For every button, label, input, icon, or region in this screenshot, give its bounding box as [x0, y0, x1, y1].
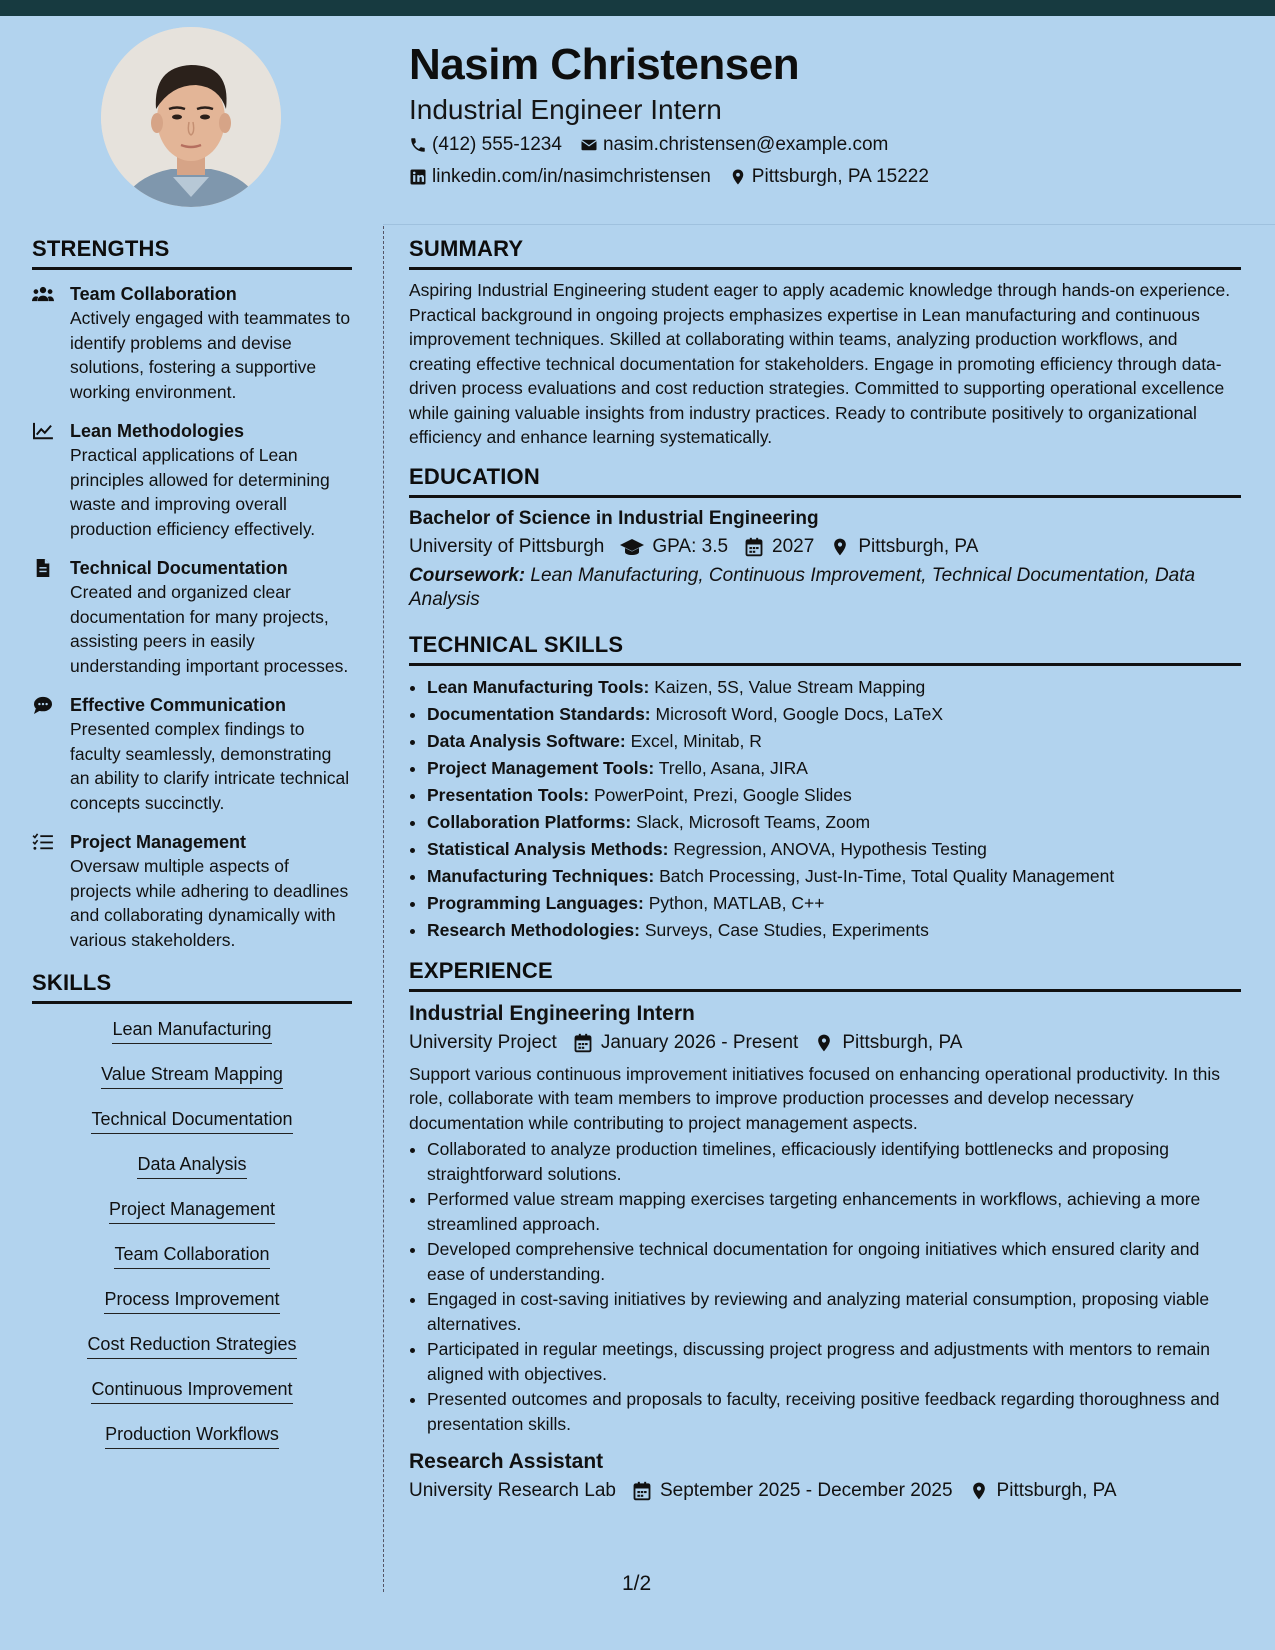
contact-row-2: [409, 166, 947, 188]
experience-location: Pittsburgh, PA: [842, 1031, 963, 1053]
role-title: Research Assistant: [409, 1450, 604, 1473]
technical-skill-item: • Manufacturing Techniques: Batch Processing, Just-In-Time, Total Quality Management: [427, 863, 1241, 890]
summary-text: Aspiring Industrial Engineering student eager to apply academic knowledge through hands-on experience. Practical background in ongoing projects emphasizes expertise in Lean manufacturing and continuous improvement techniques. Skilled at collaborating within teams, analyzing production workflows, and creating effective technical documentation for stakeholders. Engage in promoting efficiency through data-driven process evaluations and cost reduction strategies. Committed to supporting operational excellence while gaining valuable insights from industry practices. Ready to contribute positively to organizational efficiency and enhance learning systematically.: [409, 280, 1231, 447]
strength-item: [32, 830, 352, 952]
strength-title: Team Collaboration: [70, 284, 237, 304]
map-pin-icon: [969, 1481, 989, 1501]
technical-skills-list: [409, 674, 1241, 944]
profile-photo: [101, 27, 281, 207]
strengths-heading: STRENGTHS: [32, 236, 352, 270]
experience-meta: [409, 1032, 1241, 1054]
phone-icon: [409, 136, 427, 154]
strength-desc: Oversaw multiple aspects of projects while adhering to deadlines and collaborating dynamically with various stakeholders.: [70, 856, 349, 950]
linkedin-text: linkedin.com/in/nasimchristensen: [432, 166, 711, 187]
degree-title: Bachelor of Science in Industrial Engineering: [409, 507, 819, 529]
technical-skill-item: • Presentation Tools: PowerPoint, Prezi, Google Slides: [427, 782, 1241, 809]
phone-text: (412) 555-1234: [432, 134, 562, 155]
achievement-item: • Engaged in cost-saving initiatives by reviewing and analyzing material consumption, proposing viable alternatives.: [427, 1287, 1241, 1336]
strength-item: [32, 419, 352, 541]
coursework-label: Coursework:: [409, 564, 526, 586]
technical-skills-heading: TECHNICAL SKILLS: [409, 632, 1241, 666]
map-pin-icon: [814, 1033, 834, 1053]
education-meta: [409, 536, 1241, 558]
candidate-name: Nasim Christensen: [409, 40, 800, 89]
strength-title: Lean Methodologies: [70, 421, 245, 441]
technical-skill-item: • Research Methodologies: Surveys, Case Studies, Experiments: [427, 917, 1241, 944]
achievement-item: • Presented outcomes and proposals to faculty, receiving positive feedback regarding thoroughness and presentation skills.: [427, 1387, 1241, 1436]
education-section: [409, 464, 1241, 612]
strength-title: Effective Communication: [70, 695, 287, 715]
achievement-item: • Participated in regular meetings, discussing project progress and adjustments with mentors to remain aligned with objectives.: [427, 1337, 1241, 1386]
role-description: Support various continuous improvement initiatives focused on enhancing operational productivity. In this role, collaborate with team members to improve production processes and develop necessary documentation while contributing to project management aspects.: [409, 1063, 1220, 1133]
strength-item: [32, 556, 352, 678]
strength-desc: Created and organized clear documentation for many projects, assisting peers in easily understanding important processes.: [70, 582, 349, 676]
technical-skill-item: • Programming Languages: Python, MATLAB, C++: [427, 890, 1241, 917]
achievement-item: • Performed value stream mapping exercises targeting enhancements in workflows, achieving a more streamlined approach.: [427, 1187, 1241, 1236]
technical-skills-section: [409, 632, 1241, 944]
page-number: 1/2: [622, 1572, 652, 1595]
experience-heading: EXPERIENCE: [409, 958, 1241, 992]
sidebar: [32, 236, 352, 1468]
technical-skill-item: • Data Analysis Software: Excel, Minitab, R: [427, 728, 1241, 755]
strength-desc: Actively engaged with teammates to identify problems and devise solutions, fostering a supportive working environment.: [70, 308, 351, 402]
technical-skill-item: • Project Management Tools: Trello, Asana, JIRA: [427, 755, 1241, 782]
calendar-icon: [632, 1481, 652, 1501]
skill-tag: Data Analysis: [137, 1153, 246, 1179]
achievement-item: • Developed comprehensive technical documentation for ongoing initiatives which ensured clarity and ease of understanding.: [427, 1237, 1241, 1286]
skill-tag: Lean Manufacturing: [112, 1018, 271, 1044]
strength-item: [32, 282, 352, 404]
technical-skill-item: • Collaboration Platforms: Slack, Microsoft Teams, Zoom: [427, 809, 1241, 836]
skill-tag: Process Improvement: [104, 1288, 279, 1314]
strength-item: [32, 693, 352, 815]
education-heading: EDUCATION: [409, 464, 1241, 498]
candidate-title: Industrial Engineer Intern: [409, 94, 722, 125]
summary-section: [409, 236, 1241, 450]
achievement-list: [409, 1137, 1241, 1436]
school-name: University of Pittsburgh: [409, 535, 605, 557]
skill-tag: Cost Reduction Strategies: [87, 1333, 296, 1359]
coursework: [409, 564, 1241, 612]
location-contact: [729, 166, 929, 188]
education-location: Pittsburgh, PA: [858, 535, 979, 557]
technical-skill-item: • Lean Manufacturing Tools: Kaizen, 5S, Value Stream Mapping: [427, 674, 1241, 701]
calendar-icon: [744, 537, 764, 557]
strength-desc: Practical applications of Lean principles allowed for determining waste and improving overall production efficiency effectively.: [70, 445, 330, 539]
file-icon: [32, 559, 54, 577]
date-range: January 2026 - Present: [600, 1031, 799, 1053]
skills-heading: SKILLS: [32, 970, 352, 1004]
email-text: nasim.christensen@example.com: [602, 134, 889, 155]
phone-contact: [409, 134, 562, 156]
gpa-text: GPA: 3.5: [652, 535, 729, 557]
experience-meta: [409, 1480, 1241, 1502]
envelope-icon: [580, 136, 598, 154]
skill-tag: Continuous Improvement: [91, 1378, 292, 1404]
experience-section: [409, 958, 1241, 1503]
contact-row-1: [409, 134, 906, 156]
strength-desc: Presented complex findings to faculty seamlessly, demonstrating an ability to clarify intricate technical concepts succinctly.: [70, 719, 350, 813]
skill-tag: Team Collaboration: [114, 1243, 269, 1269]
strengths-list: [32, 282, 352, 952]
graduation-cap-icon: [620, 537, 644, 557]
experience-entry: [409, 1002, 1241, 1437]
list-check-icon: [32, 833, 54, 851]
coursework-text: Lean Manufacturing, Continuous Improvement, Technical Documentation, Data Analysis: [409, 564, 1196, 610]
users-icon: [32, 285, 54, 303]
role-title: Industrial Engineering Intern: [409, 1001, 695, 1025]
experience-location: Pittsburgh, PA: [996, 1480, 1117, 1501]
skill-tag: Project Management: [109, 1198, 275, 1224]
skill-tag: Value Stream Mapping: [101, 1063, 283, 1089]
map-pin-icon: [729, 168, 747, 186]
linkedin-contact[interactable]: [409, 166, 711, 188]
top-accent-bar: [0, 0, 1275, 16]
calendar-icon: [573, 1033, 593, 1053]
main-column: [409, 236, 1241, 1502]
skills-list: [32, 1018, 352, 1468]
location-text: Pittsburgh, PA 15222: [751, 166, 929, 187]
map-pin-icon: [830, 537, 850, 557]
email-contact[interactable]: [580, 134, 888, 156]
column-divider: [383, 226, 384, 1592]
skill-tag: Production Workflows: [105, 1423, 279, 1449]
graduation-year: 2027: [772, 535, 815, 557]
technical-skill-item: • Documentation Standards: Microsoft Word, Google Docs, LaTeX: [427, 701, 1241, 728]
technical-skill-item: • Statistical Analysis Methods: Regression, ANOVA, Hypothesis Testing: [427, 836, 1241, 863]
header-divider: [383, 224, 1275, 225]
comment-icon: [32, 696, 54, 714]
summary-heading: SUMMARY: [409, 236, 1241, 270]
skill-tag: Technical Documentation: [91, 1108, 292, 1134]
achievement-item: • Collaborated to analyze production timelines, efficaciously identifying bottlenecks and proposing straightforward solutions.: [427, 1137, 1241, 1186]
organization: University Project: [409, 1031, 557, 1053]
strength-title: Technical Documentation: [70, 558, 288, 578]
date-range: September 2025 - December 2025: [659, 1480, 953, 1501]
strength-title: Project Management: [70, 832, 247, 852]
experience-entry: [409, 1450, 1241, 1502]
linkedin-icon: [409, 168, 427, 186]
organization: University Research Lab: [409, 1480, 616, 1501]
chart-line-icon: [32, 422, 54, 440]
